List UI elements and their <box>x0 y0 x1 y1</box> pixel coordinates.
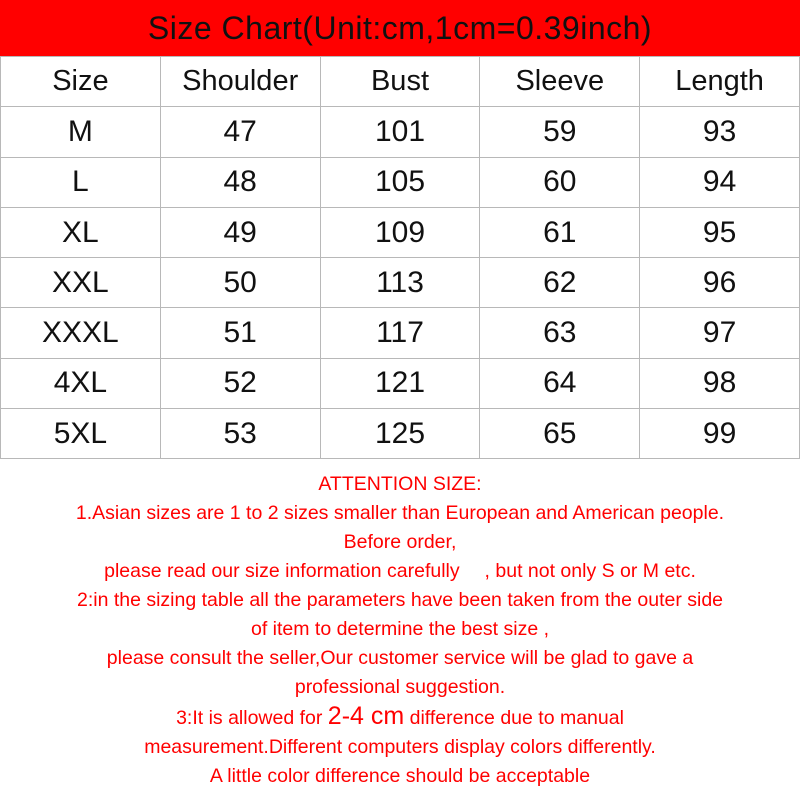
attention-notes <box>0 470 800 791</box>
note-line: A little color difference should be acceptable <box>209 765 591 787</box>
cell-shoulder: 53 <box>160 409 320 459</box>
cell-shoulder: 47 <box>160 107 320 157</box>
cell-size: 5XL <box>1 409 161 459</box>
attention-heading: ATTENTION SIZE: <box>318 473 482 495</box>
cell-sleeve: 59 <box>480 107 640 157</box>
cell-sleeve: 61 <box>480 207 640 257</box>
header-length: Length <box>640 57 800 107</box>
cell-length: 94 <box>640 157 800 207</box>
cell-length: 93 <box>640 107 800 157</box>
cell-sleeve: 64 <box>480 358 640 408</box>
cell-bust: 121 <box>320 358 480 408</box>
note-line: professional suggestion. <box>294 676 506 698</box>
cell-shoulder: 49 <box>160 207 320 257</box>
cell-bust: 125 <box>320 409 480 459</box>
cell-bust: 113 <box>320 258 480 308</box>
note-line: of item to determine the best size , <box>250 618 550 640</box>
table-row <box>1 409 800 459</box>
header-size: Size <box>1 57 161 107</box>
cell-sleeve: 63 <box>480 308 640 358</box>
cell-sleeve: 65 <box>480 409 640 459</box>
table-header-row <box>1 57 800 107</box>
note-line: 2:in the sizing table all the parameters have been taken from the outer side <box>76 589 724 611</box>
table-row <box>1 207 800 257</box>
cell-length: 96 <box>640 258 800 308</box>
table-row <box>1 358 800 408</box>
header-bust: Bust <box>320 57 480 107</box>
cell-sleeve: 62 <box>480 258 640 308</box>
note-line: please consult the seller,Our customer service will be glad to gave a <box>106 647 694 669</box>
cell-bust: 101 <box>320 107 480 157</box>
note-line: Before order, <box>343 531 457 553</box>
note-line: please read our size information carefully , but not only S or M etc. <box>104 560 696 582</box>
cell-size: 4XL <box>1 358 161 408</box>
cell-length: 98 <box>640 358 800 408</box>
cell-length: 95 <box>640 207 800 257</box>
cell-shoulder: 52 <box>160 358 320 408</box>
table-row <box>1 157 800 207</box>
table-row <box>1 107 800 157</box>
cell-size: XL <box>1 207 161 257</box>
cell-length: 97 <box>640 308 800 358</box>
note-line: 1.Asian sizes are 1 to 2 sizes smaller than European and American people. <box>75 502 725 524</box>
cell-bust: 105 <box>320 157 480 207</box>
cell-size: M <box>1 107 161 157</box>
tolerance-prefix: 3:It is allowed for <box>176 707 328 729</box>
size-table <box>0 56 800 459</box>
cell-shoulder: 50 <box>160 258 320 308</box>
cell-size: XXL <box>1 258 161 308</box>
note-line-tolerance <box>0 702 800 733</box>
cell-size: XXXL <box>1 308 161 358</box>
cell-shoulder: 51 <box>160 308 320 358</box>
cell-sleeve: 60 <box>480 157 640 207</box>
cell-bust: 117 <box>320 308 480 358</box>
size-chart-title: Size Chart(Unit:cm,1cm=0.39inch) <box>0 0 800 56</box>
cell-shoulder: 48 <box>160 157 320 207</box>
cell-size: L <box>1 157 161 207</box>
header-shoulder: Shoulder <box>160 57 320 107</box>
tolerance-highlight: 2-4 cm <box>327 702 405 730</box>
note-line: measurement.Different computers display colors differently. <box>144 736 656 758</box>
table-row <box>1 258 800 308</box>
cell-bust: 109 <box>320 207 480 257</box>
header-sleeve: Sleeve <box>480 57 640 107</box>
table-row <box>1 308 800 358</box>
tolerance-suffix: difference due to manual <box>404 707 624 729</box>
cell-length: 99 <box>640 409 800 459</box>
